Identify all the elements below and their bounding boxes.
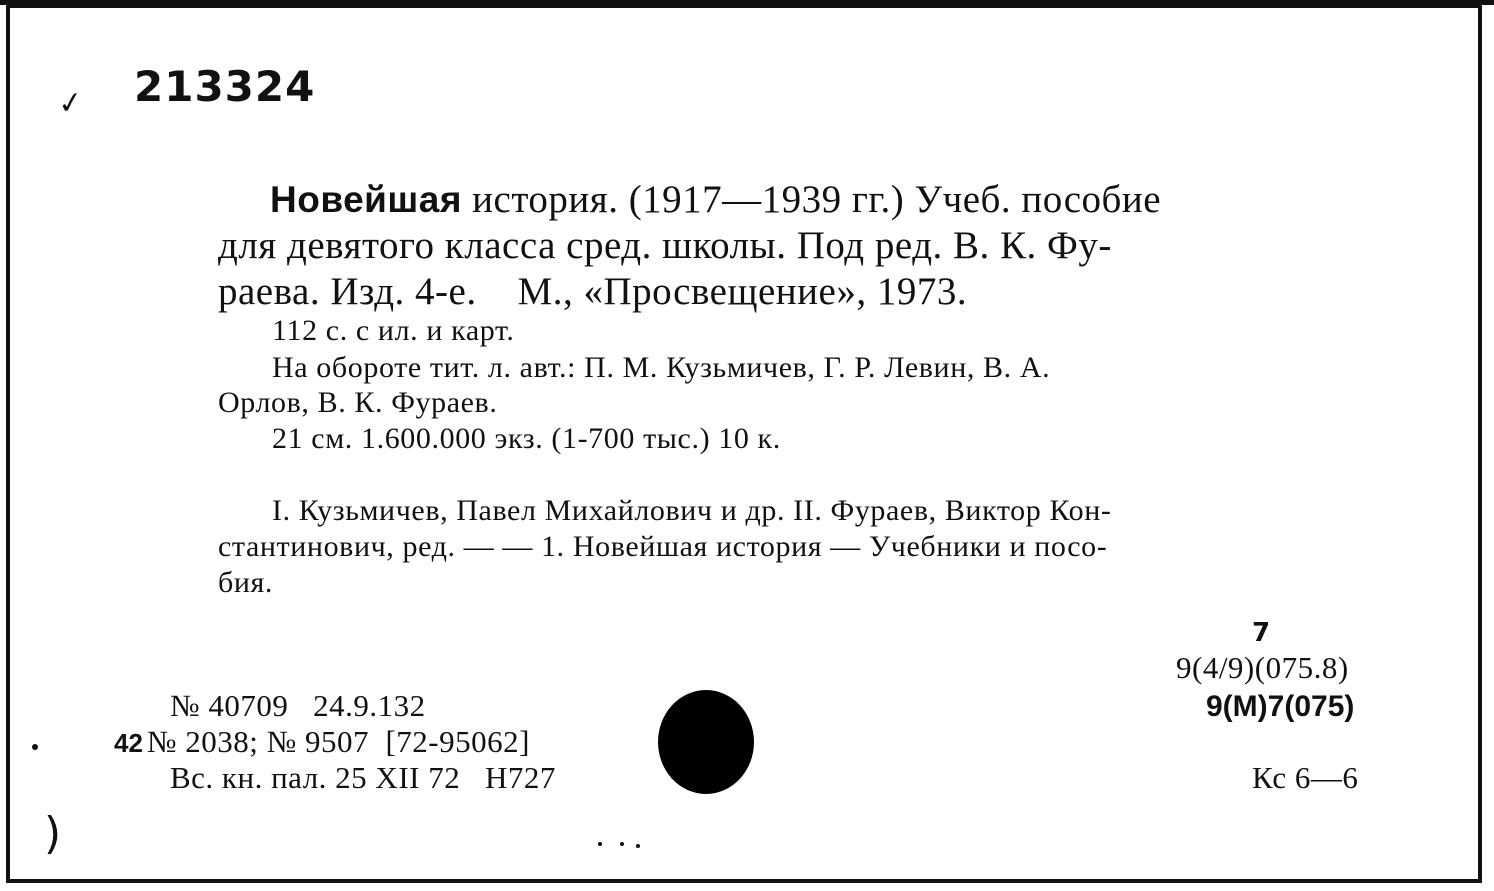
stray-dot [32,744,38,750]
size-and-run: 21 см. 1.600.000 экз. (1-700 тыс.) 10 к. [272,422,781,455]
check-mark-icon: ✓ [55,84,86,123]
title-line-1-text: история. (1917—1939 гг.) Учеб. пособие [472,178,1162,221]
speck [598,842,602,846]
classification-code-3: Кс 6—6 [1252,760,1359,795]
title-bold-word: Новейшая [270,179,462,220]
speck [636,844,640,848]
speck [620,842,624,846]
title-line-3: раева. Изд. 4-е. М., «Просвещение», 1973. [218,270,968,313]
authors-note-line-1: На обороте тит. л. авт.: П. М. Кузьмичев, Г. Р. Левин, В. А. [272,351,1051,384]
handwritten-correction-mark: 7 [1252,618,1271,648]
authors-note-line-2: Орлов, В. К. Фураев. [218,386,498,419]
tracing-line-1: I. Кузьмичев, Павел Михайлович и др. II. Фураев, Виктор Кон- [272,494,1112,527]
handwritten-inventory-number: 213324 [134,62,316,111]
tracing-line-2: стантинович, ред. — — 1. Новейшая история — Учебники и посо- [218,530,1108,563]
classification-code-2: 9(М)7(075) [1206,690,1355,723]
number-line-3: Вс. кн. пал. 25 XII 72 Н727 [170,760,556,795]
punch-hole [658,690,754,794]
number-line-1: № 40709 24.9.132 [170,688,426,723]
extent-note: 112 с. с ил. и карт. [272,314,515,347]
number-line-2-text: № 2038; № 9507 [72-95062] [146,724,530,759]
title-line-2: для девятого класса сред. школы. Под ред. В. К. Фу- [218,224,1112,267]
tracing-line-3: бия. [218,566,274,599]
title-line-1 [270,180,1161,219]
classification-code-1: 9(4/9)(075.8) [1176,650,1349,685]
paren-mark: ) [44,808,62,859]
number-line-2-prefix: 42 [114,728,143,758]
number-line-2 [114,724,530,760]
